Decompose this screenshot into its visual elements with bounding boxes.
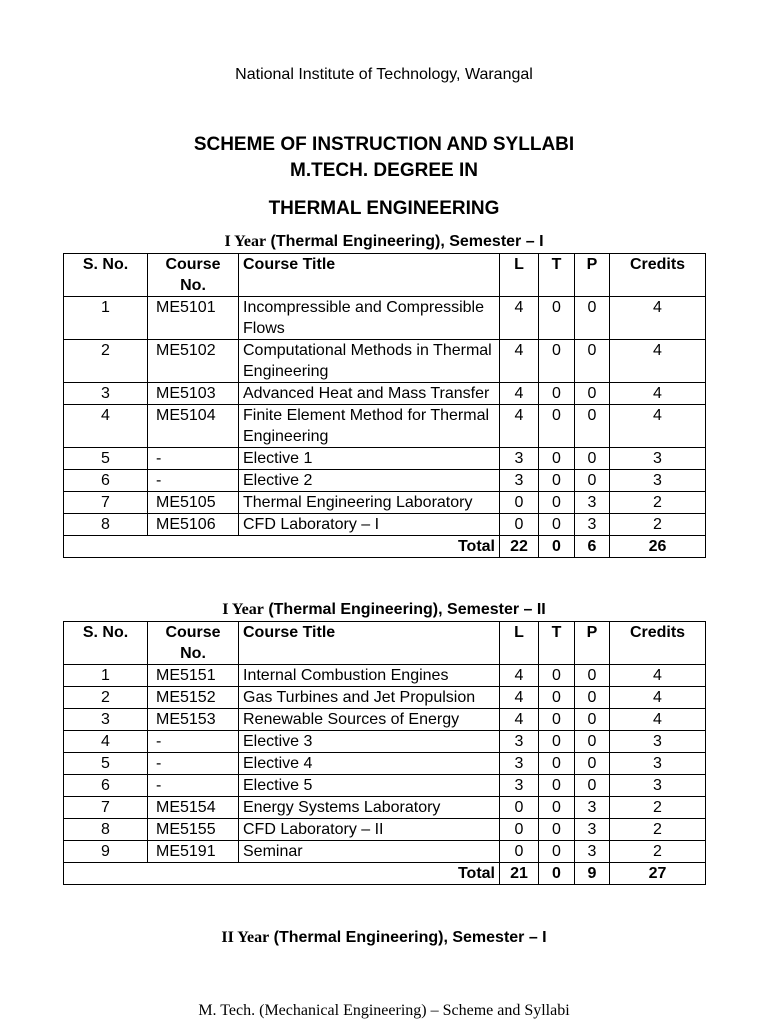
cell-l: 4	[500, 709, 539, 731]
cell-title: Incompressible and Compressible Flows	[239, 297, 500, 340]
column-header-title: Course Title	[239, 622, 500, 665]
cell-t: 0	[539, 731, 575, 753]
cell-sno: 2	[64, 340, 148, 383]
cell-p: 0	[575, 687, 610, 709]
cell-title: CFD Laboratory – II	[239, 819, 500, 841]
cell-credits: 3	[610, 775, 706, 797]
semester-label: (Thermal Engineering), Semester – II	[268, 601, 546, 618]
cell-l: 4	[500, 297, 539, 340]
course-table-sem2	[63, 621, 706, 885]
cell-l: 0	[500, 841, 539, 863]
cell-p: 0	[575, 709, 610, 731]
cell-l: 3	[500, 448, 539, 470]
table-header-row	[64, 622, 706, 665]
cell-title: CFD Laboratory – I	[239, 514, 500, 536]
semester-year: II Year	[221, 929, 270, 946]
semester-heading	[0, 601, 768, 619]
cell-credits: 3	[610, 448, 706, 470]
cell-credits: 3	[610, 470, 706, 492]
cell-no: ME5155	[148, 819, 239, 841]
cell-t: 0	[539, 709, 575, 731]
table-row	[64, 753, 706, 775]
total-label: Total	[64, 863, 500, 885]
column-header-l: L	[500, 622, 539, 665]
cell-p: 3	[575, 819, 610, 841]
table-row	[64, 709, 706, 731]
table-row	[64, 340, 706, 383]
cell-title: Thermal Engineering Laboratory	[239, 492, 500, 514]
total-l: 21	[500, 863, 539, 885]
semester-heading	[0, 233, 768, 251]
table-row	[64, 492, 706, 514]
cell-t: 0	[539, 340, 575, 383]
cell-p: 3	[575, 514, 610, 536]
cell-t: 0	[539, 753, 575, 775]
cell-credits: 2	[610, 841, 706, 863]
cell-t: 0	[539, 775, 575, 797]
cell-sno: 6	[64, 470, 148, 492]
cell-sno: 3	[64, 709, 148, 731]
cell-t: 0	[539, 514, 575, 536]
total-t: 0	[539, 536, 575, 558]
table-row	[64, 383, 706, 405]
table-header-row	[64, 254, 706, 297]
column-header-l: L	[500, 254, 539, 297]
total-p: 6	[575, 536, 610, 558]
total-credits: 27	[610, 863, 706, 885]
semester-label: (Thermal Engineering), Semester – I	[270, 233, 544, 250]
table-row	[64, 514, 706, 536]
cell-sno: 9	[64, 841, 148, 863]
total-l: 22	[500, 536, 539, 558]
total-p: 9	[575, 863, 610, 885]
cell-l: 3	[500, 731, 539, 753]
semester-year: I Year	[222, 601, 264, 618]
cell-credits: 4	[610, 340, 706, 383]
cell-title: Elective 5	[239, 775, 500, 797]
cell-title: Elective 4	[239, 753, 500, 775]
cell-title: Gas Turbines and Jet Propulsion	[239, 687, 500, 709]
cell-title: Energy Systems Laboratory	[239, 797, 500, 819]
cell-no: ME5104	[148, 405, 239, 448]
cell-l: 4	[500, 405, 539, 448]
cell-sno: 2	[64, 687, 148, 709]
cell-credits: 4	[610, 709, 706, 731]
cell-no: ME5154	[148, 797, 239, 819]
cell-l: 4	[500, 665, 539, 687]
institute-name: National Institute of Technology, Warangal	[235, 66, 533, 83]
cell-credits: 4	[610, 405, 706, 448]
cell-p: 0	[575, 448, 610, 470]
cell-t: 0	[539, 841, 575, 863]
cell-p: 0	[575, 753, 610, 775]
cell-l: 3	[500, 753, 539, 775]
column-header-t: T	[539, 254, 575, 297]
cell-sno: 7	[64, 492, 148, 514]
cell-no: -	[148, 470, 239, 492]
cell-title: Elective 2	[239, 470, 500, 492]
column-header-course-no: Course No.	[148, 254, 239, 297]
cell-credits: 4	[610, 665, 706, 687]
cell-credits: 2	[610, 492, 706, 514]
column-header-title: Course Title	[239, 254, 500, 297]
table-row	[64, 841, 706, 863]
table-row	[64, 775, 706, 797]
column-header-t: T	[539, 622, 575, 665]
cell-t: 0	[539, 665, 575, 687]
table-row	[64, 405, 706, 448]
cell-sno: 5	[64, 753, 148, 775]
cell-no: ME5191	[148, 841, 239, 863]
cell-p: 0	[575, 731, 610, 753]
cell-no: -	[148, 753, 239, 775]
document-title: SCHEME OF INSTRUCTION AND SYLLABI	[193, 134, 575, 155]
cell-credits: 3	[610, 731, 706, 753]
cell-sno: 8	[64, 819, 148, 841]
cell-t: 0	[539, 448, 575, 470]
cell-t: 0	[539, 819, 575, 841]
cell-sno: 1	[64, 665, 148, 687]
cell-p: 0	[575, 383, 610, 405]
cell-t: 0	[539, 492, 575, 514]
page-footer: M. Tech. (Mechanical Engineering) – Scheme and Syllabi	[198, 1002, 570, 1019]
column-header-course-no: Course No.	[148, 622, 239, 665]
cell-credits: 3	[610, 753, 706, 775]
cell-t: 0	[539, 297, 575, 340]
total-t: 0	[539, 863, 575, 885]
table-row	[64, 470, 706, 492]
total-label: Total	[64, 536, 500, 558]
cell-sno: 4	[64, 731, 148, 753]
cell-no: ME5103	[148, 383, 239, 405]
table-row	[64, 731, 706, 753]
total-row	[64, 536, 706, 558]
cell-title: Internal Combustion Engines	[239, 665, 500, 687]
cell-sno: 3	[64, 383, 148, 405]
cell-t: 0	[539, 383, 575, 405]
cell-l: 3	[500, 775, 539, 797]
cell-t: 0	[539, 687, 575, 709]
cell-sno: 8	[64, 514, 148, 536]
column-header-sno: S. No.	[64, 254, 148, 297]
cell-title: Seminar	[239, 841, 500, 863]
cell-p: 0	[575, 665, 610, 687]
degree-title: M.TECH. DEGREE IN	[290, 160, 478, 181]
cell-l: 4	[500, 383, 539, 405]
cell-l: 0	[500, 819, 539, 841]
cell-p: 3	[575, 841, 610, 863]
table-row	[64, 665, 706, 687]
semester-heading	[0, 929, 768, 947]
cell-title: Elective 1	[239, 448, 500, 470]
cell-credits: 2	[610, 514, 706, 536]
cell-credits: 4	[610, 383, 706, 405]
cell-p: 0	[575, 297, 610, 340]
cell-l: 0	[500, 797, 539, 819]
cell-p: 0	[575, 775, 610, 797]
cell-t: 0	[539, 470, 575, 492]
table-row	[64, 819, 706, 841]
cell-no: ME5105	[148, 492, 239, 514]
cell-l: 4	[500, 340, 539, 383]
cell-no: -	[148, 731, 239, 753]
column-header-p: P	[575, 622, 610, 665]
cell-l: 0	[500, 492, 539, 514]
cell-no: ME5106	[148, 514, 239, 536]
cell-no: ME5152	[148, 687, 239, 709]
column-header-credits: Credits	[610, 622, 706, 665]
cell-p: 0	[575, 470, 610, 492]
cell-no: ME5153	[148, 709, 239, 731]
cell-title: Renewable Sources of Energy	[239, 709, 500, 731]
cell-sno: 1	[64, 297, 148, 340]
cell-credits: 4	[610, 687, 706, 709]
course-table-sem1	[63, 253, 706, 558]
cell-l: 0	[500, 514, 539, 536]
table-row	[64, 297, 706, 340]
cell-t: 0	[539, 797, 575, 819]
table-row	[64, 797, 706, 819]
cell-sno: 5	[64, 448, 148, 470]
program-title: THERMAL ENGINEERING	[268, 198, 500, 219]
table-row	[64, 448, 706, 470]
cell-p: 3	[575, 797, 610, 819]
cell-no: -	[148, 448, 239, 470]
cell-no: ME5102	[148, 340, 239, 383]
cell-title: Finite Element Method for Thermal Engineering	[239, 405, 500, 448]
column-header-credits: Credits	[610, 254, 706, 297]
cell-credits: 4	[610, 297, 706, 340]
cell-p: 3	[575, 492, 610, 514]
cell-title: Elective 3	[239, 731, 500, 753]
cell-l: 3	[500, 470, 539, 492]
cell-no: -	[148, 775, 239, 797]
column-header-sno: S. No.	[64, 622, 148, 665]
cell-title: Computational Methods in Thermal Engineering	[239, 340, 500, 383]
semester-label: (Thermal Engineering), Semester – I	[273, 929, 547, 946]
cell-no: ME5101	[148, 297, 239, 340]
cell-credits: 2	[610, 819, 706, 841]
total-credits: 26	[610, 536, 706, 558]
cell-p: 0	[575, 405, 610, 448]
cell-title: Advanced Heat and Mass Transfer	[239, 383, 500, 405]
total-row	[64, 863, 706, 885]
cell-t: 0	[539, 405, 575, 448]
semester-year: I Year	[224, 233, 267, 250]
column-header-p: P	[575, 254, 610, 297]
cell-l: 4	[500, 687, 539, 709]
table-row	[64, 687, 706, 709]
cell-no: ME5151	[148, 665, 239, 687]
cell-credits: 2	[610, 797, 706, 819]
cell-sno: 4	[64, 405, 148, 448]
cell-sno: 7	[64, 797, 148, 819]
cell-sno: 6	[64, 775, 148, 797]
cell-p: 0	[575, 340, 610, 383]
